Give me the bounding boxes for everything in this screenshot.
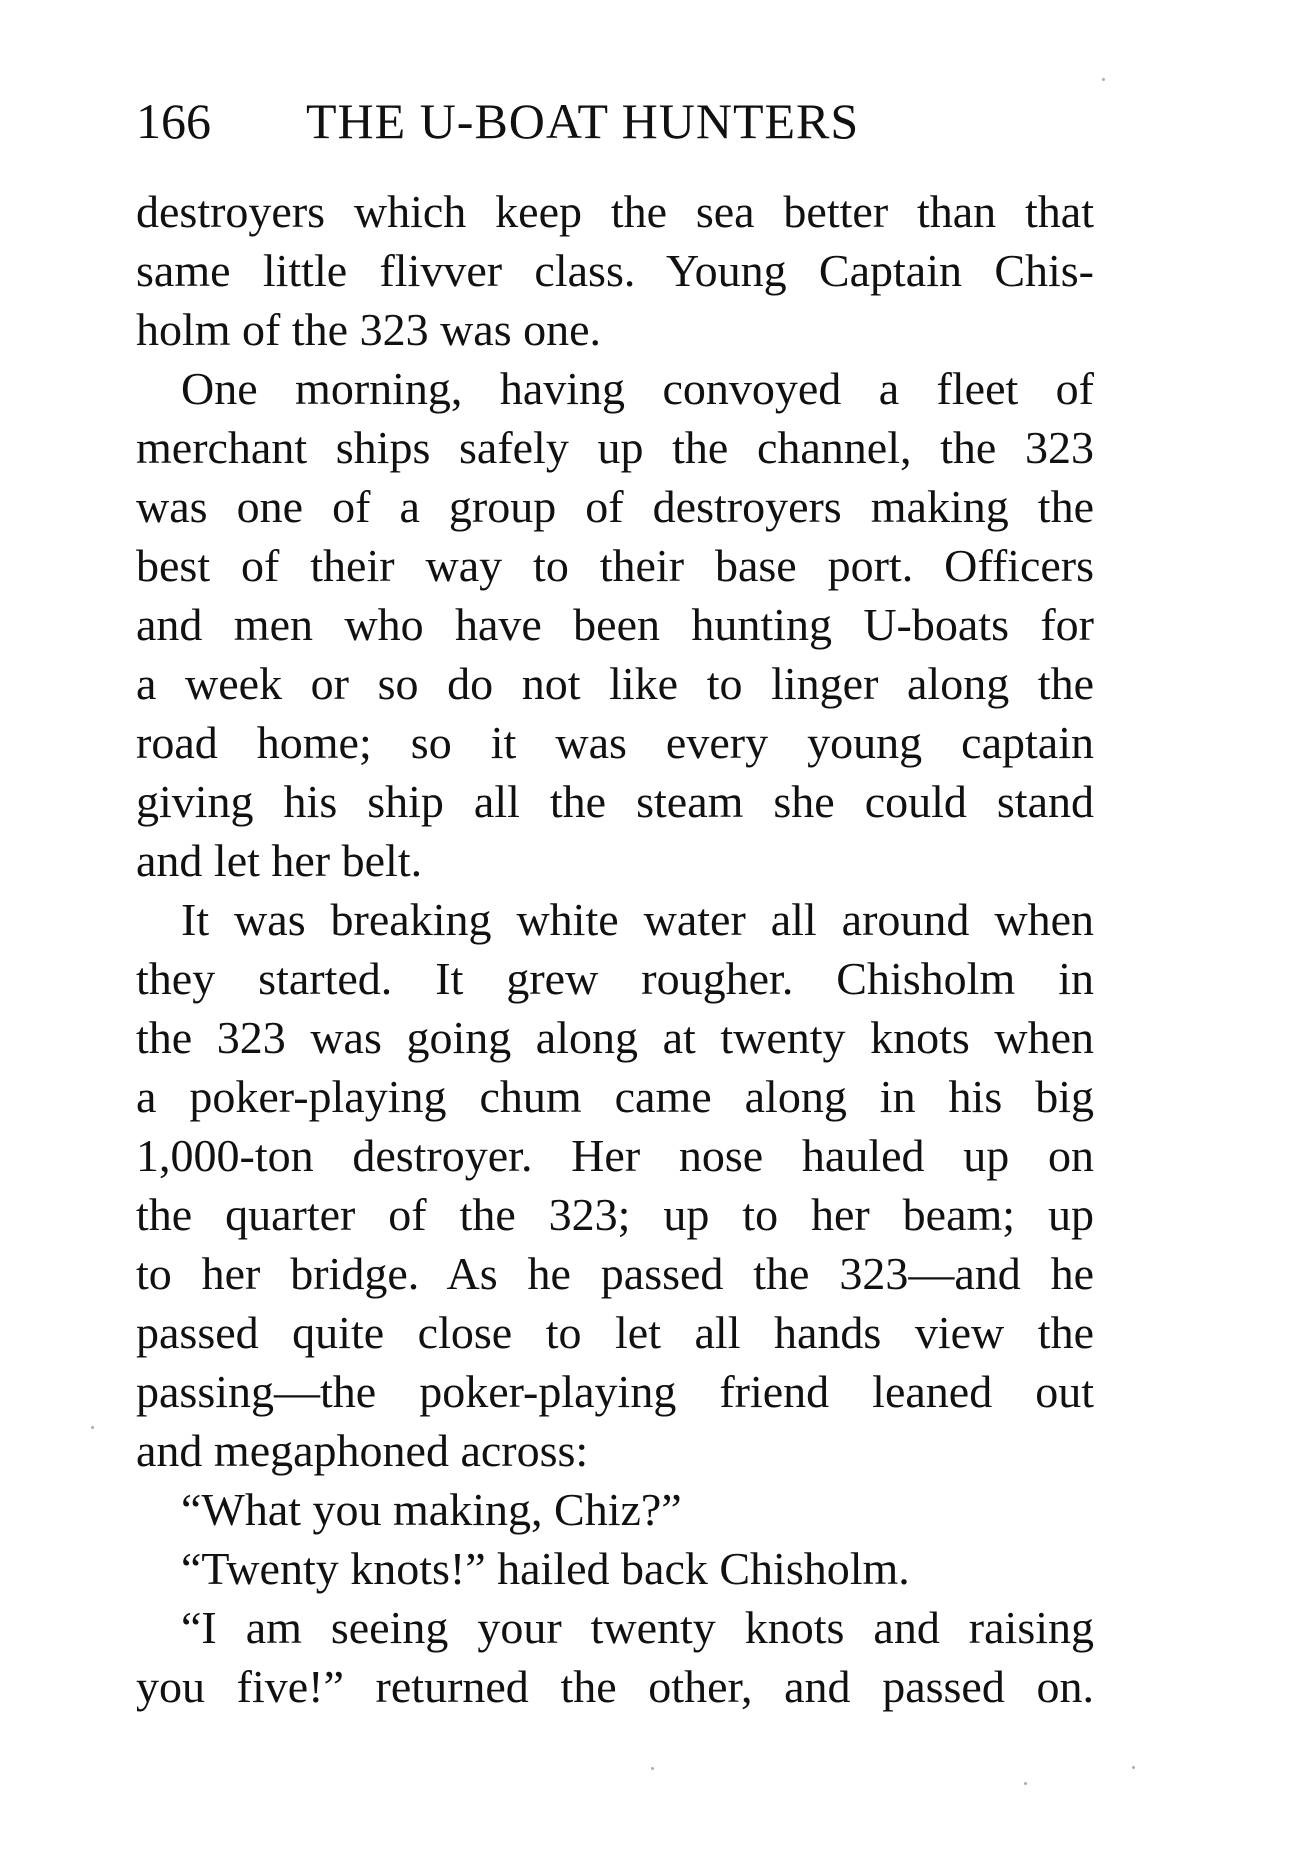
text-line: a week or so do not like to linger along the [136, 658, 1094, 709]
paragraph [136, 890, 1094, 1480]
scan-speck [1102, 78, 1105, 81]
paragraph [136, 1480, 1094, 1539]
text-line: One morning, having convoyed a fleet of [181, 363, 1094, 414]
text-line: holm of the 323 was one. [136, 304, 602, 355]
running-head [136, 88, 1096, 154]
text-line: and let her belt. [136, 835, 423, 886]
text-line: merchant ships safely up the channel, the 323 [136, 422, 1094, 473]
text-line: road home; so it was every young captain [136, 717, 1094, 768]
text-line: “What you making, Chiz?” [181, 1484, 682, 1535]
body-text [136, 182, 1094, 1716]
text-line: the quarter of the 323; up to her beam; up [136, 1189, 1094, 1240]
scan-speck [91, 1426, 94, 1429]
text-line: to her bridge. As he passed the 323—and he [136, 1248, 1094, 1299]
text-line: they started. It grew rougher. Chisholm in [136, 953, 1094, 1004]
text-line: and megaphoned across: [136, 1425, 589, 1476]
text-line: passing—the poker-playing friend leaned out [136, 1366, 1094, 1417]
text-line: and men who have been hunting U-boats for [136, 599, 1094, 650]
scan-speck [1024, 1782, 1027, 1785]
text-line: giving his ship all the steam she could stand [136, 776, 1094, 827]
paragraph [136, 182, 1094, 359]
text-line: “I am seeing your twenty knots and raising [181, 1602, 1094, 1653]
text-line: “Twenty knots!” hailed back Chisholm. [181, 1543, 910, 1594]
text-line: same little flivver class. Young Captain Chis- [136, 245, 1094, 296]
scan-speck [651, 1767, 654, 1770]
page-number: 166 [136, 93, 211, 149]
text-line: best of their way to their base port. Officers [136, 540, 1094, 591]
scan-speck [1132, 1766, 1135, 1769]
paragraph [136, 359, 1094, 890]
text-line: It was breaking white water all around when [181, 894, 1094, 945]
paragraph [136, 1539, 1094, 1598]
running-title: THE U-BOAT HUNTERS [306, 93, 860, 149]
text-line: the 323 was going along at twenty knots when [136, 1012, 1094, 1063]
text-line: passed quite close to let all hands view the [136, 1307, 1094, 1358]
text-line: 1,000-ton destroyer. Her nose hauled up on [136, 1130, 1094, 1181]
text-line: destroyers which keep the sea better than that [136, 186, 1094, 237]
text-line: you five!” returned the other, and passed on. [136, 1661, 1094, 1712]
text-line: was one of a group of destroyers making the [136, 481, 1094, 532]
paragraph [136, 1598, 1094, 1716]
text-line: a poker-playing chum came along in his big [136, 1071, 1094, 1122]
